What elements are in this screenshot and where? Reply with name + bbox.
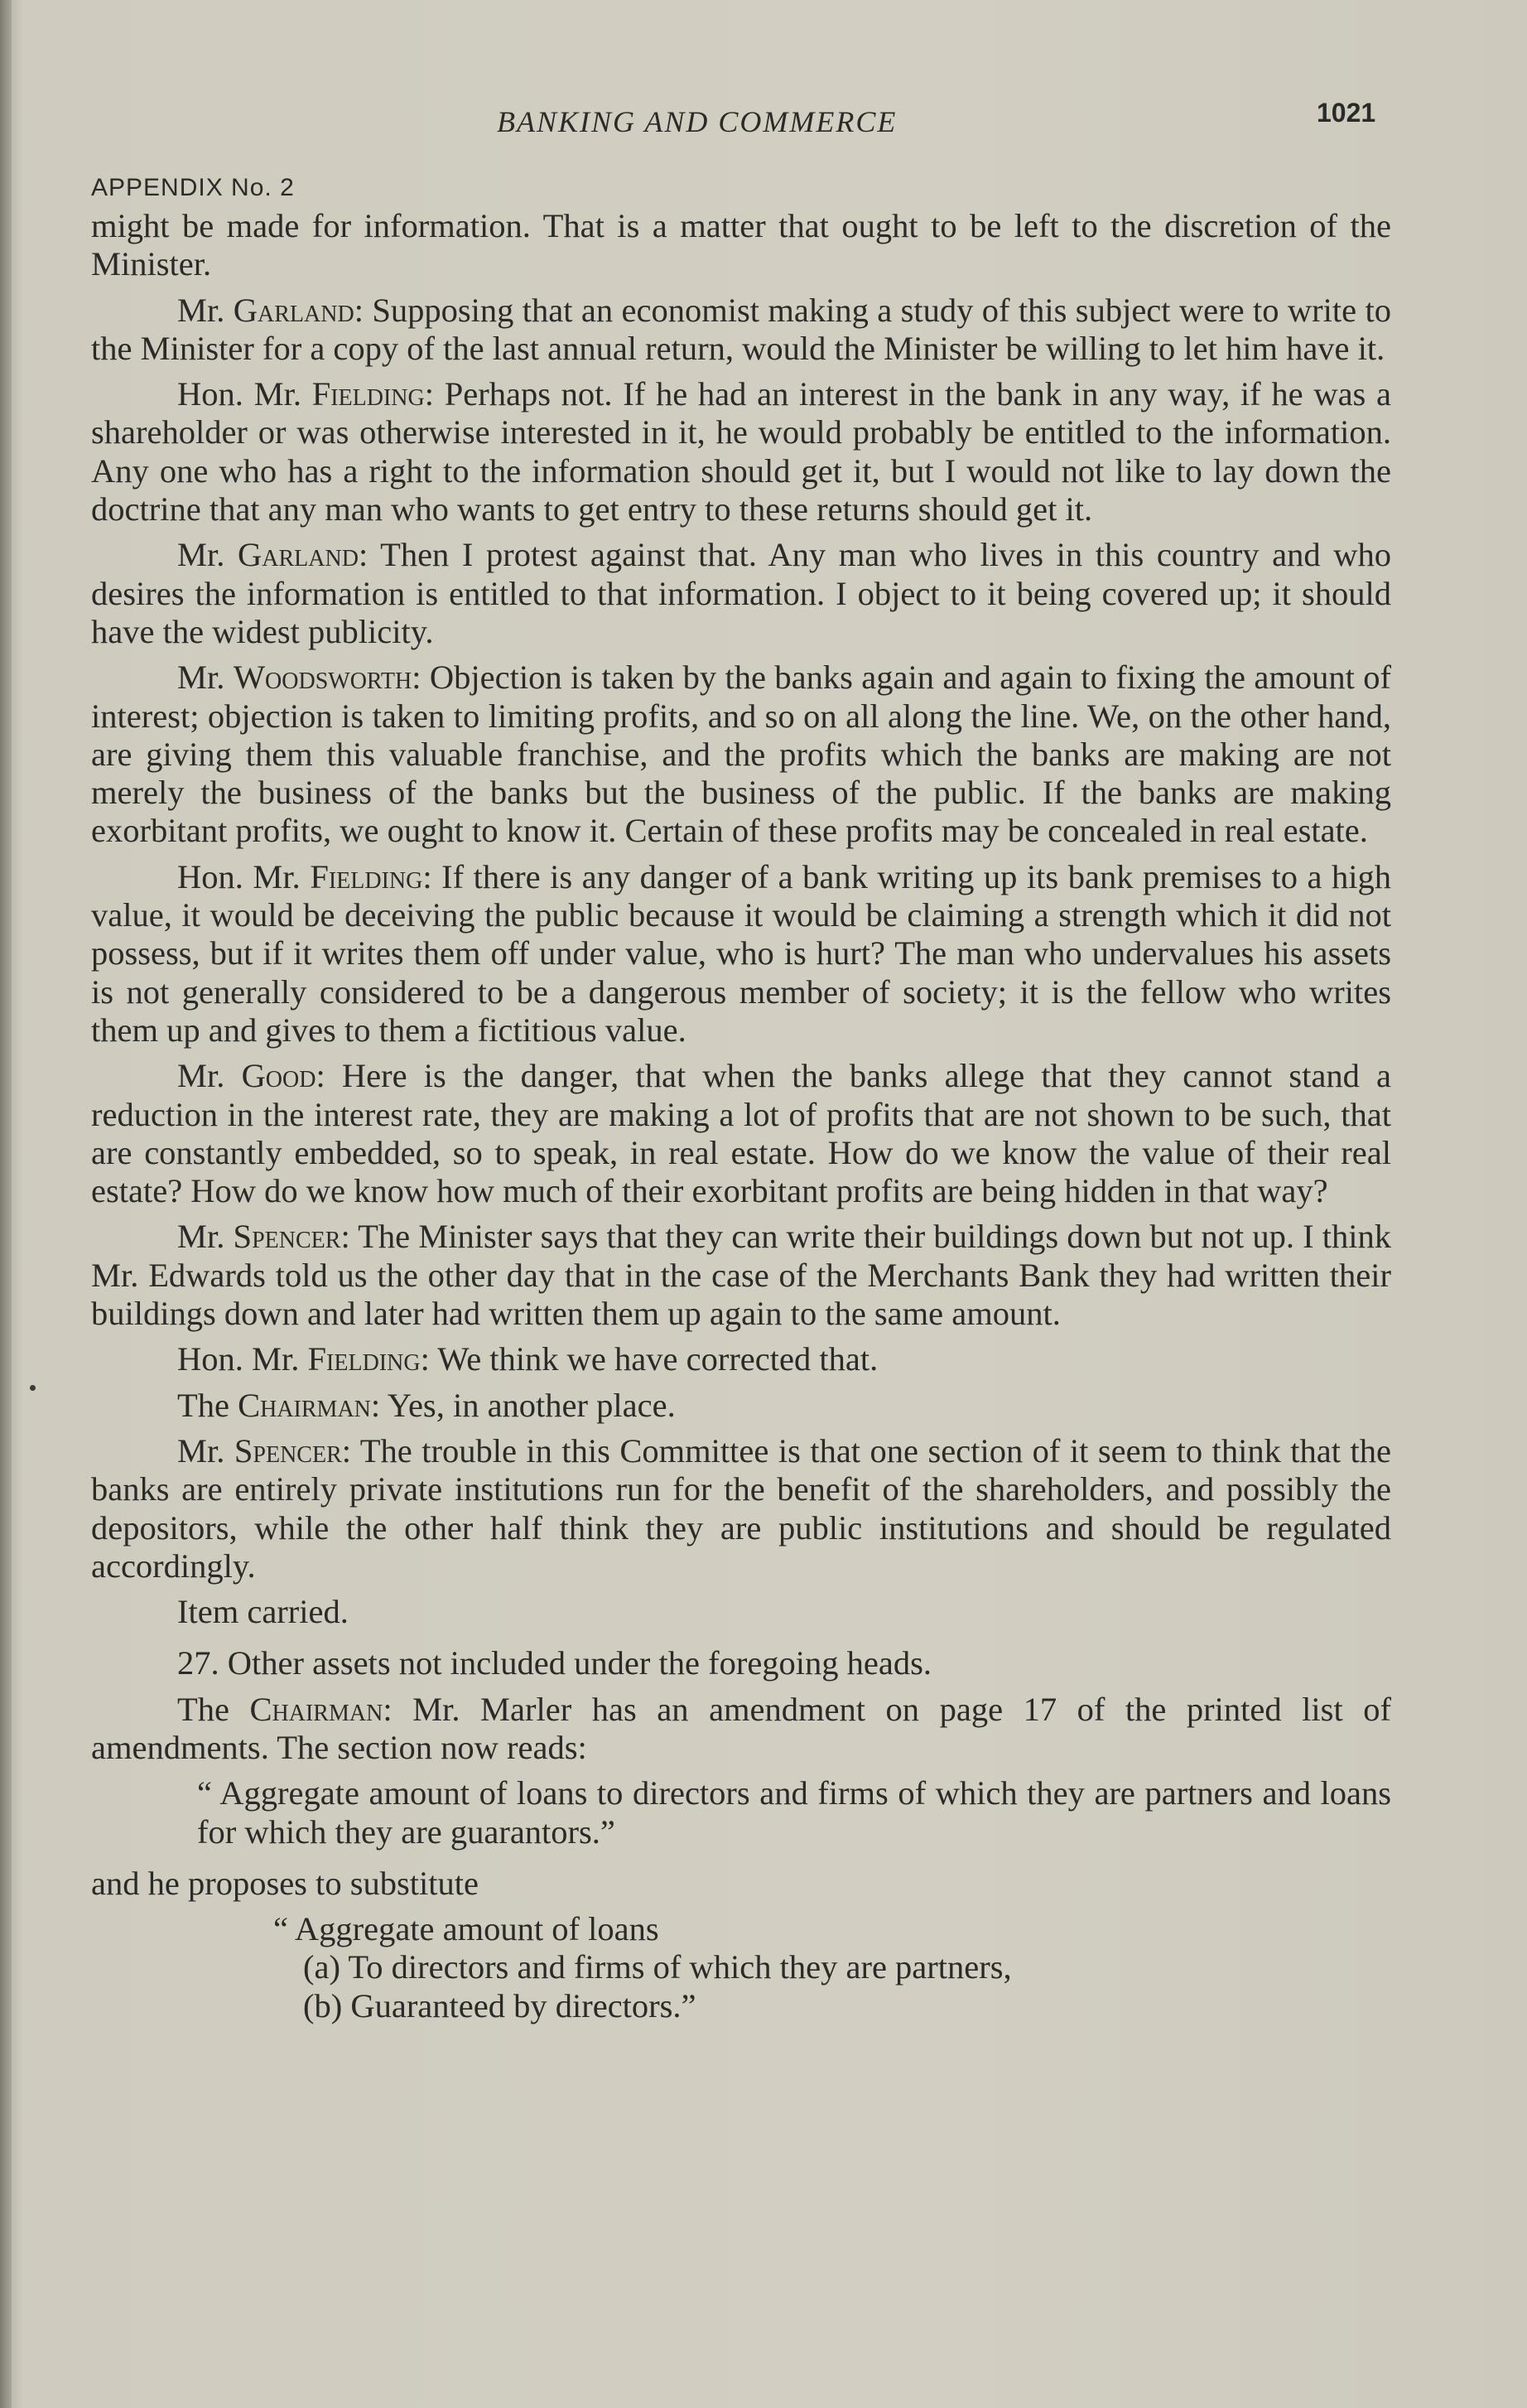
speaker-name: Spencer [233,1218,341,1256]
margin-dot [30,1385,36,1391]
speaker-name: Good [241,1057,316,1095]
speaker-name: Fielding [311,375,425,413]
paragraph: Hon. Mr. Fielding: If there is any danger of a bank writing up its bank premises to a high value, it would be deceiving the public because it would be claiming a strength which it did not possess, but if it writes them off under value, who is hurt? The man who undervalues his assets is not generally considered to be a dangerous member of society; it is the fellow who writes them up and gives to them a fictitious value. [91,857,1391,1049]
speaker-name: Garland [238,536,359,574]
speaker-name: Fielding [310,857,423,895]
speaker-name: Spencer [234,1431,342,1469]
speaker-name: Chairman [249,1690,383,1728]
paragraph: Mr. Spencer: The Minister says that they can write their buildings down but not up. I think Mr. Edwards told us the other day that in the case of the Merchants Bank they had written their buildings down and later had written them up again to the same amount. [91,1218,1391,1333]
speaker-name: Fielding [307,1340,421,1378]
speaker-name: Chairman [238,1386,371,1424]
appendix-label: APPENDIX No. 2 [91,174,295,201]
quoted-text: “ Aggregate amount of loans [273,1910,659,1948]
paragraph: Mr. Garland: Then I protest against that. Any man who lives in this country and who desires the information is entitled to that information. I object to it being covered up; it should have the widest publicity. [91,536,1391,650]
page-number: 1021 [1317,98,1376,128]
quoted-list-item: (b) Guaranteed by directors.” [303,1986,696,2024]
paragraph: The Chairman: Mr. Marler has an amendment on page 17 of the printed list of amendments. The section now reads: [91,1690,1391,1766]
paragraph: 27. Other assets not included under the foregoing heads. [177,1644,932,1682]
paragraph: might be made for information. That is a matter that ought to be left to the discretion of the Minister. [91,207,1391,283]
paragraph: Mr. Woodsworth: Objection is taken by the banks again and again to fixing the amount of interest; objection is taken to limiting profits, and so on all along the line. We, on the other hand, are giving them this valuable franchise, and the profits which the banks are making are not merely the business of the banks but the business of the public. If the banks are making exorbitant profits, we ought to know it. Certain of these profits may be concealed in real estate. [91,659,1391,850]
quoted-list-item: (a) To directors and firms of which they are partners, [303,1948,1012,1986]
paragraph: Mr. Spencer: The trouble in this Committee is that one section of it seem to think that the banks are entirely private institutions run for the benefit of the shareholders, and possibly the depositors, while the other half think they are public institutions and should be regulated accordingly. [91,1431,1391,1585]
paragraph: and he proposes to substitute [91,1864,479,1902]
quoted-text: “ Aggregate amount of loans to directors and firms of which they are partners and loans for which they are guarantors.” [197,1774,1391,1851]
page-binding-edge [0,0,12,2408]
speaker-name: Woodsworth [233,659,412,697]
paragraph: Hon. Mr. Fielding: Perhaps not. If he had an interest in the bank in any way, if he was a shareholder or was otherwise interested in it, he would probably be entitled to the information. Any one who has a right to the information should get it, but I would not like to lay down the doctrine that any man who wants to get entry to these returns should get it. [91,375,1391,528]
paragraph: The Chairman: Yes, in another place. [177,1386,676,1424]
running-title: BANKING AND COMMERCE [497,105,898,138]
paragraph: Hon. Mr. Fielding: We think we have corrected that. [177,1340,879,1378]
paragraph: Mr. Good: Here is the danger, that when the banks allege that they cannot stand a reduction in the interest rate, they are making a lot of profits that are not shown to be such, that are constantly embedded, so to speak, in real estate. How do we know the value of their real estate? How do we know how much of their exorbitant profits are being hidden in that way? [91,1057,1391,1210]
paragraph: Mr. Garland: Supposing that an economist making a study of this subject were to write to the Minister for a copy of the last annual return, would the Minister be willing to let him have it. [91,291,1391,367]
speaker-name: Garland [233,291,354,329]
body-text [91,207,1391,2025]
paragraph: Item carried. [177,1593,349,1631]
